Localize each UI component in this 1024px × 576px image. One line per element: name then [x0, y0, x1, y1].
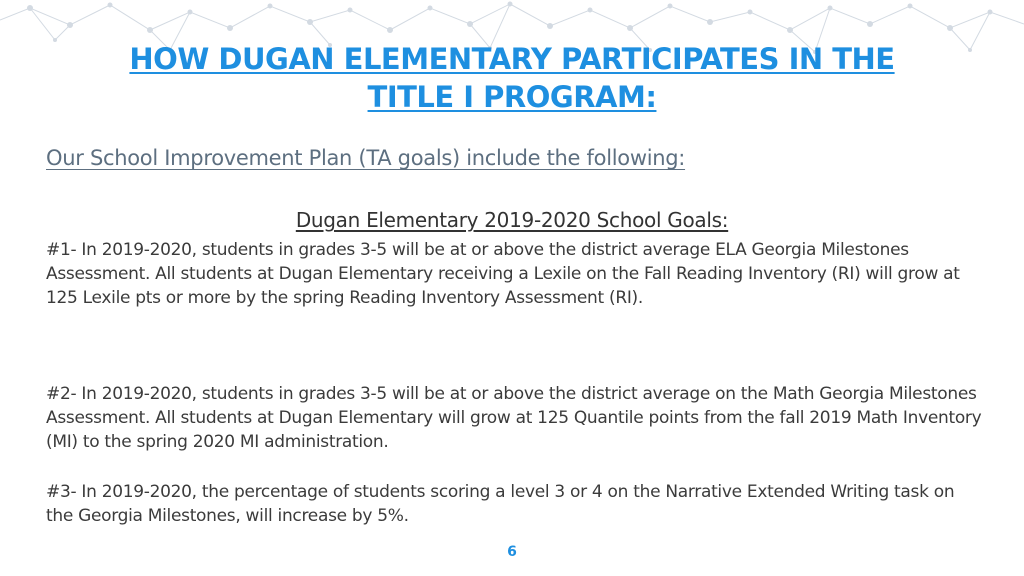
goals-heading: Dugan Elementary 2019-2020 School Goals:: [295, 208, 729, 232]
goal-3: #3- In 2019-2020, the percentage of students scoring a level 3 or 4 on the Narrative Extended Writing task on the Georgia Milestones, will increase by 5%.: [46, 482, 955, 526]
title-line-1: HOW DUGAN ELEMENTARY PARTICIPATES IN THE: [129, 42, 895, 76]
slide-subtitle: Our School Improvement Plan (TA goals) include the following:: [46, 146, 686, 170]
goal-2: #2- In 2019-2020, students in grades 3-5 will be at or above the district average on the Math Georgia Milestones Assessment. All students at Dugan Elementary will grow at 125 Quantile points from the fall 2019 Math Inventory (MI) to the spring 2020 MI administration.: [46, 384, 982, 452]
slide-title: [60, 40, 964, 116]
page-number: 6: [507, 544, 517, 560]
title-line-2: TITLE I PROGRAM:: [367, 80, 657, 114]
goal-1: #1- In 2019-2020, students in grades 3-5 will be at or above the district average ELA Georgia Milestones Assessment. All students at Dugan Elementary receiving a Lexile on the Fall Reading Inventory (RI) will grow at 125 Lexile pts or more by the spring Reading Inventory Assessment (RI).: [46, 240, 960, 308]
